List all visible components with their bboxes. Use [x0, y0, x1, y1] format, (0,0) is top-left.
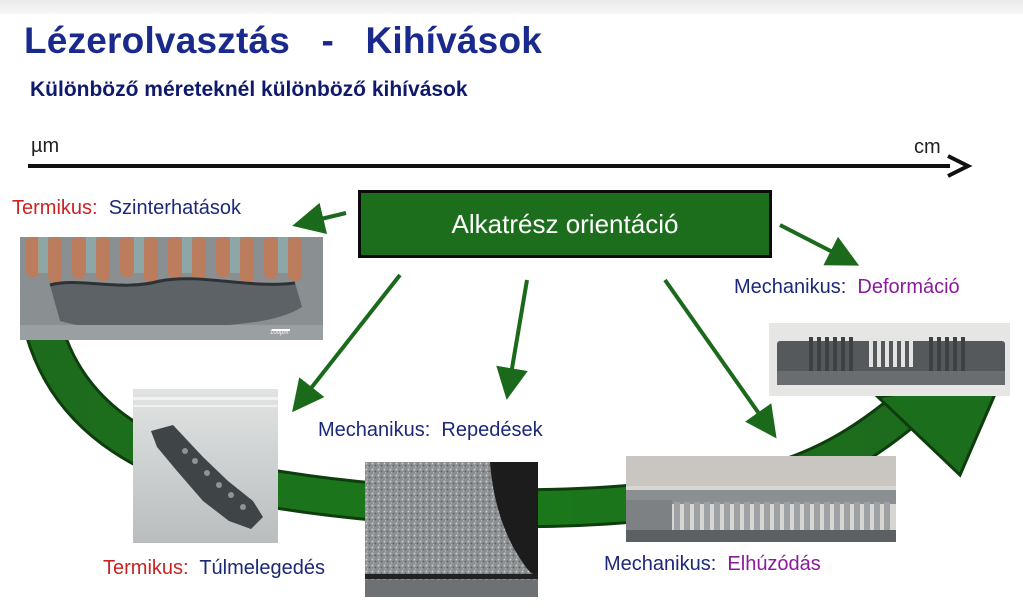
label-effect: Szinterhatások — [108, 197, 241, 219]
label-sintering — [12, 197, 241, 220]
arrow-to-warping — [665, 280, 772, 432]
scalebar-label: 100µm — [270, 330, 289, 336]
deformation-heatsink-photo — [769, 323, 1010, 396]
scale-label-centimeter: cm — [914, 136, 941, 158]
scale-label-micrometer: µm — [31, 135, 60, 157]
overheating-part-photo — [133, 389, 278, 543]
scale-arrow — [28, 156, 968, 176]
arrow-to-deformation — [780, 225, 852, 262]
sintering-micrograph-photo — [20, 237, 323, 340]
label-effect: Túlmelegedés — [199, 557, 325, 579]
slide-title: Lézerolvasztás - Kihívások — [24, 20, 543, 61]
label-category: Mechanikus: — [734, 276, 847, 298]
label-category: Termikus: — [103, 557, 189, 579]
label-warping — [604, 553, 821, 576]
label-category: Mechanikus: — [604, 553, 717, 575]
label-effect: Deformáció — [857, 276, 960, 298]
label-effect: Elhúzódás — [727, 553, 821, 575]
slide-subtitle: Különböző méreteknél különböző kihívások — [30, 78, 468, 101]
cracks-cross-section-photo — [365, 462, 538, 597]
label-cracks — [318, 419, 543, 442]
part-orientation-box: Alkatrész orientáció — [358, 190, 772, 258]
warping-heatsink-photo — [626, 456, 896, 542]
label-category: Termikus: — [12, 197, 98, 219]
label-effect: Repedések — [441, 419, 543, 441]
label-category: Mechanikus: — [318, 419, 431, 441]
label-overheating — [103, 557, 325, 580]
arrow-to-cracks — [508, 280, 527, 392]
label-deformation — [734, 276, 960, 299]
arrow-to-sintering — [300, 213, 346, 224]
